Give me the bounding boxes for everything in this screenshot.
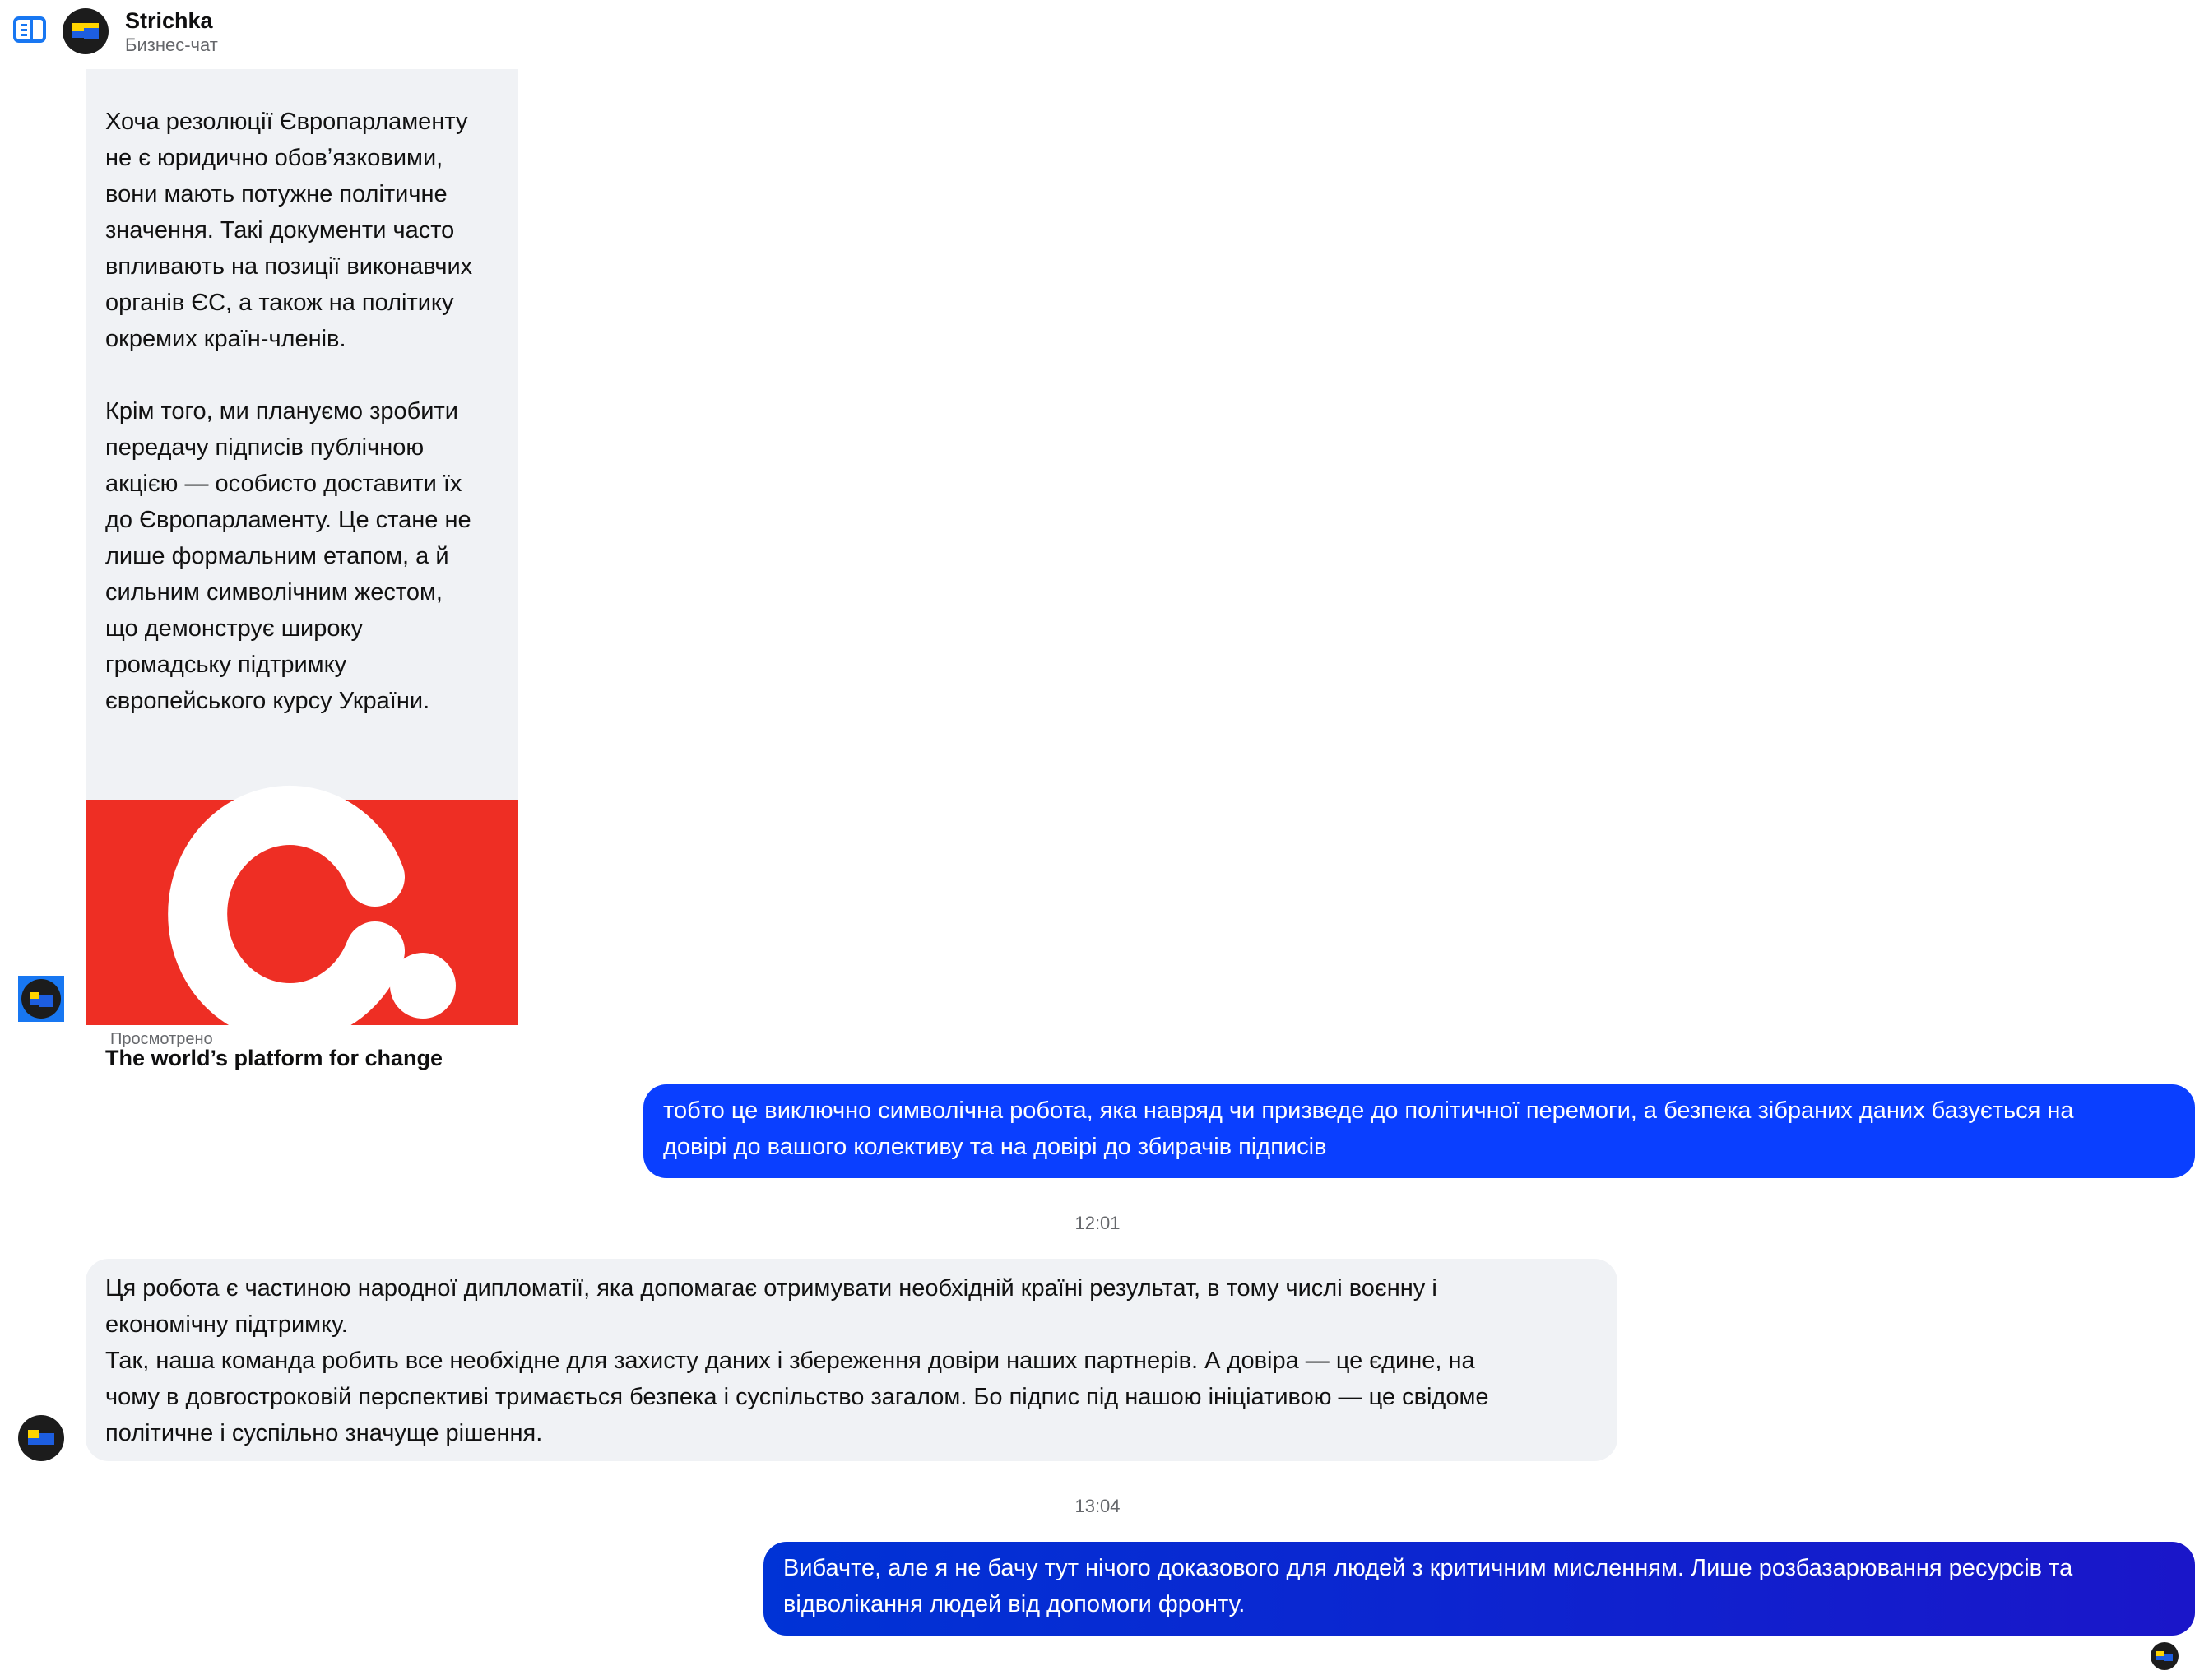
message-text: Ця робота є частиною народної дипломатії, яка допомагає отримувати необхідній країні результат, в тому числі воєнну і економічну підтримку. Так, наша команда робить все необхідне для захисту даних і збереження довіри наших партнерів. А довіра — це єдине, на чому в довгостроковій перспективі тримається безпека і суспільство загалом. Бо підпис під нашою ініціативою — це свідоме політичне і суспільно значуще рішення. xyxy=(105,1275,1489,1446)
message-text: тобто це виключно символічна робота, яка навряд чи призведе до політичної перемоги, а безпека зібраних даних базується на довірі до вашого колективу та на довірі до збирачів підписів xyxy=(663,1098,2074,1160)
incoming-message[interactable] xyxy=(86,1259,1617,1461)
sender-avatar[interactable] xyxy=(18,976,64,1022)
contact-subtitle: Бизнес-чат xyxy=(125,35,218,55)
contact-avatar[interactable] xyxy=(63,8,109,54)
seen-status: Просмотрено xyxy=(110,1030,213,1048)
link-preview-image[interactable] xyxy=(86,800,518,1025)
read-receipt-avatar xyxy=(2151,1642,2179,1670)
sidebar-toggle-icon[interactable] xyxy=(13,16,46,43)
message-text: Хоча резолюції Європарламенту не є юридично обовʼязковими, вони мають потужне політичне значення. Такі документи часто впливають на позиції виконавчих органів ЄС, а також на політику окремих країн-членів. Крім того, ми плануємо зробити передачу підписів публічною акцією — особисто доставити їх до Європарламенту. Це стане не лише формальним етапом, а й сильним символічним жестом, що демонструє широку громадську підтримку європейського курсу України. xyxy=(105,109,473,714)
timestamp: 12:01 xyxy=(1074,1213,1121,1233)
message-text: Вибачте, але я не бачу тут нічого доказового для людей з критичним мисленням. Лише розбазарювання ресурсів та відволікання людей від допомоги фронту. xyxy=(783,1555,2073,1617)
change-logo-icon xyxy=(86,800,518,1025)
outgoing-message[interactable] xyxy=(643,1084,2195,1178)
link-preview-title[interactable]: The world’s platform for change xyxy=(105,1046,443,1070)
contact-name[interactable]: Strichka xyxy=(125,8,213,33)
sender-avatar[interactable] xyxy=(18,1415,64,1461)
outgoing-message[interactable] xyxy=(763,1542,2195,1636)
timestamp: 13:04 xyxy=(1074,1496,1121,1516)
chat-header xyxy=(0,0,2195,66)
